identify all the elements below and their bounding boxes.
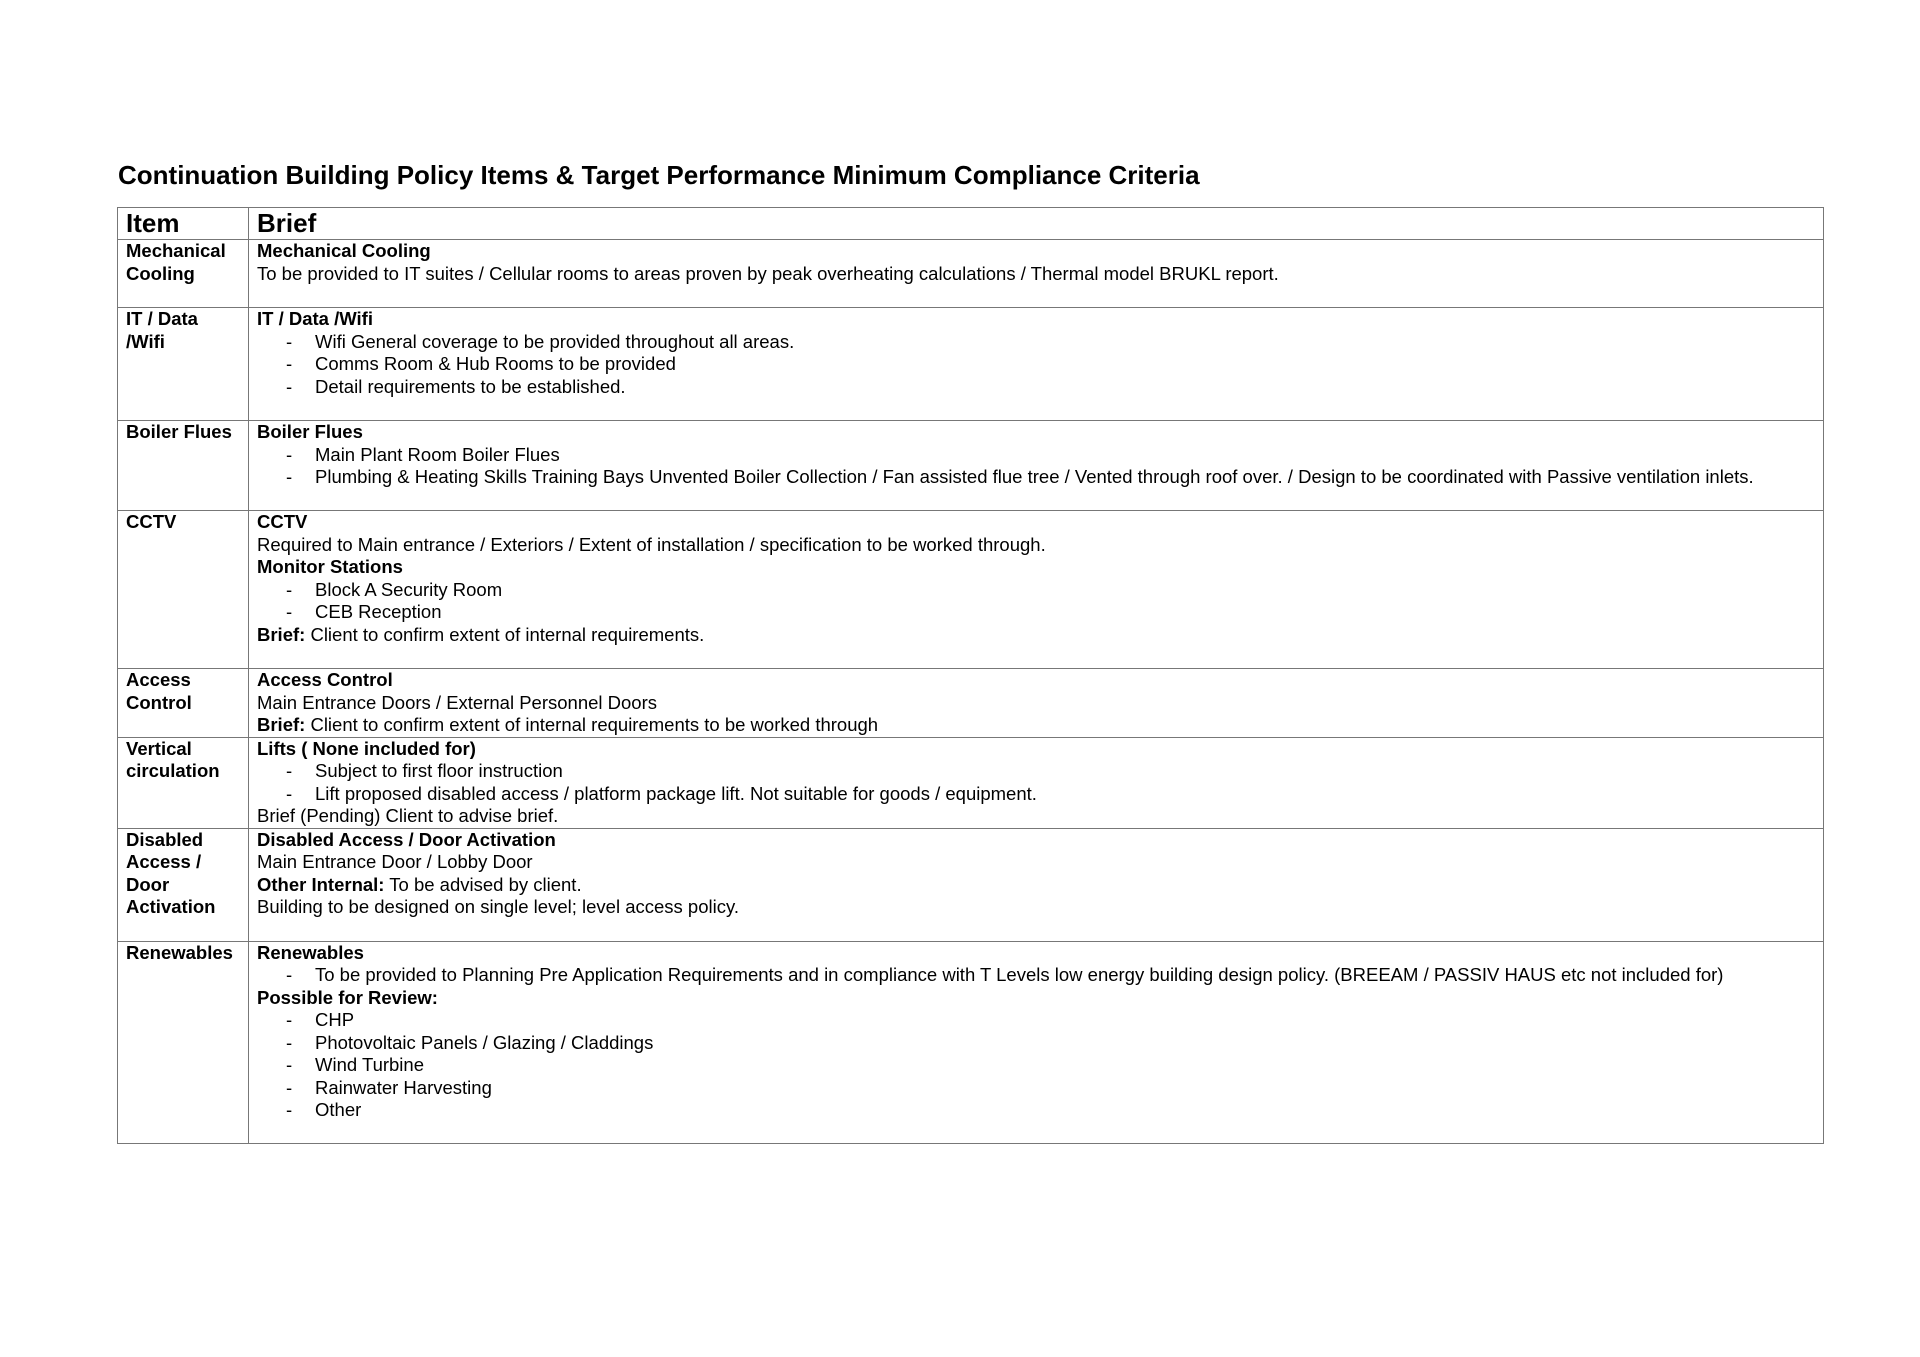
table-header-row [118, 208, 1824, 240]
list-item: - CHP [257, 1009, 1815, 1032]
row-brief-it-data-wifi [249, 308, 1824, 421]
list-item: - To be provided to Planning Pre Application Requirements and in compliance with T Levels low energy building design policy. (BREEAM / PASSIV HAUS etc not included for) [257, 964, 1815, 987]
brief-text: Main Entrance Door / Lobby Door [257, 851, 533, 872]
list-item: - Other [257, 1099, 1815, 1122]
list-item: - Block A Security Room [257, 579, 1815, 602]
column-header-brief: Brief [249, 208, 1824, 240]
review-list [257, 1009, 1815, 1122]
brief-note [257, 714, 1815, 737]
list-item: - Photovoltaic Panels / Glazing / Claddings [257, 1032, 1815, 1055]
list-item: - Plumbing & Heating Skills Training Bays Unvented Boiler Collection / Fan assisted flue tree / Vented through roof over. / Design to be coordinated with Passive ventilation inlets. [257, 466, 1815, 489]
list-item: - Comms Room & Hub Rooms to be provided [257, 353, 1815, 376]
row-item-boiler-flues: Boiler Flues [118, 421, 249, 511]
row-brief-cctv [249, 511, 1824, 669]
list-item: - Wind Turbine [257, 1054, 1815, 1077]
list-item: - Wifi General coverage to be provided throughout all areas. [257, 331, 1815, 354]
brief-subheading: Monitor Stations [257, 556, 403, 577]
brief-other [257, 874, 1815, 897]
list-item: - Detail requirements to be established. [257, 376, 1815, 399]
row-item-disabled-access: Disabled Access / Door Activation [118, 828, 249, 941]
row-item-cctv: CCTV [118, 511, 249, 669]
table-row [118, 828, 1824, 941]
list-item: - CEB Reception [257, 601, 1815, 624]
row-item-vertical-circulation: Vertical circulation [118, 737, 249, 828]
bullet-list [257, 579, 1815, 624]
brief-footer: Brief (Pending) Client to advise brief. [257, 805, 559, 826]
other-label: Other Internal: [257, 873, 385, 895]
row-item-mechanical-cooling: Mechanical Cooling [118, 240, 249, 308]
brief-note-text: Client to confirm extent of internal requirements to be worked through [305, 714, 879, 735]
table-row [118, 941, 1824, 1143]
brief-footer: Building to be designed on single level; level access policy. [257, 896, 739, 917]
row-item-access-control: Access Control [118, 669, 249, 738]
policy-table [117, 207, 1824, 1144]
brief-heading: Mechanical Cooling [257, 240, 431, 261]
brief-subheading: Possible for Review: [257, 986, 438, 1008]
brief-heading: Renewables [257, 941, 364, 963]
list-item: - Subject to first floor instruction [257, 760, 1815, 783]
table-row [118, 669, 1824, 738]
brief-label: Brief: [257, 623, 306, 645]
brief-heading: Boiler Flues [257, 421, 363, 442]
bullet-list [257, 964, 1815, 987]
brief-heading: Lifts ( None included for) [257, 737, 476, 759]
brief-heading: Access Control [257, 669, 393, 690]
bullet-list [257, 760, 1815, 805]
brief-label: Brief: [257, 714, 306, 735]
row-item-renewables: Renewables [118, 941, 249, 1143]
other-text: To be advised by client. [384, 873, 582, 895]
list-item: - Lift proposed disabled access / platform package lift. Not suitable for goods / equipment. [257, 783, 1815, 806]
brief-text: Main Entrance Doors / External Personnel Doors [257, 691, 657, 713]
row-brief-renewables [249, 941, 1824, 1143]
table-row [118, 308, 1824, 421]
row-brief-boiler-flues [249, 421, 1824, 511]
page-title: Continuation Building Policy Items & Target Performance Minimum Compliance Criteria [118, 160, 1200, 190]
list-item: - Main Plant Room Boiler Flues [257, 444, 1815, 467]
row-item-it-data-wifi: IT / Data /Wifi [118, 308, 249, 421]
table-row [118, 737, 1824, 828]
table-row [118, 240, 1824, 308]
bullet-list [257, 331, 1815, 399]
row-brief-vertical-circulation [249, 737, 1824, 828]
brief-text: To be provided to IT suites / Cellular rooms to areas proven by peak overheating calculations / Thermal model BRUKL report. [257, 262, 1279, 284]
table-row [118, 421, 1824, 511]
brief-note [257, 624, 1815, 647]
bullet-list [257, 444, 1815, 489]
brief-note-text: Client to confirm extent of internal requirements. [305, 623, 705, 645]
row-brief-mechanical-cooling [249, 240, 1824, 308]
brief-heading: IT / Data /Wifi [257, 308, 373, 329]
brief-heading: Disabled Access / Door Activation [257, 828, 556, 850]
brief-text: Required to Main entrance / Exteriors / Extent of installation / specification to be worked through. [257, 533, 1046, 555]
row-brief-disabled-access [249, 828, 1824, 941]
list-item: - Rainwater Harvesting [257, 1077, 1815, 1100]
column-header-item: Item [118, 208, 249, 240]
row-brief-access-control [249, 669, 1824, 738]
table-row [118, 511, 1824, 669]
brief-heading: CCTV [257, 511, 308, 532]
